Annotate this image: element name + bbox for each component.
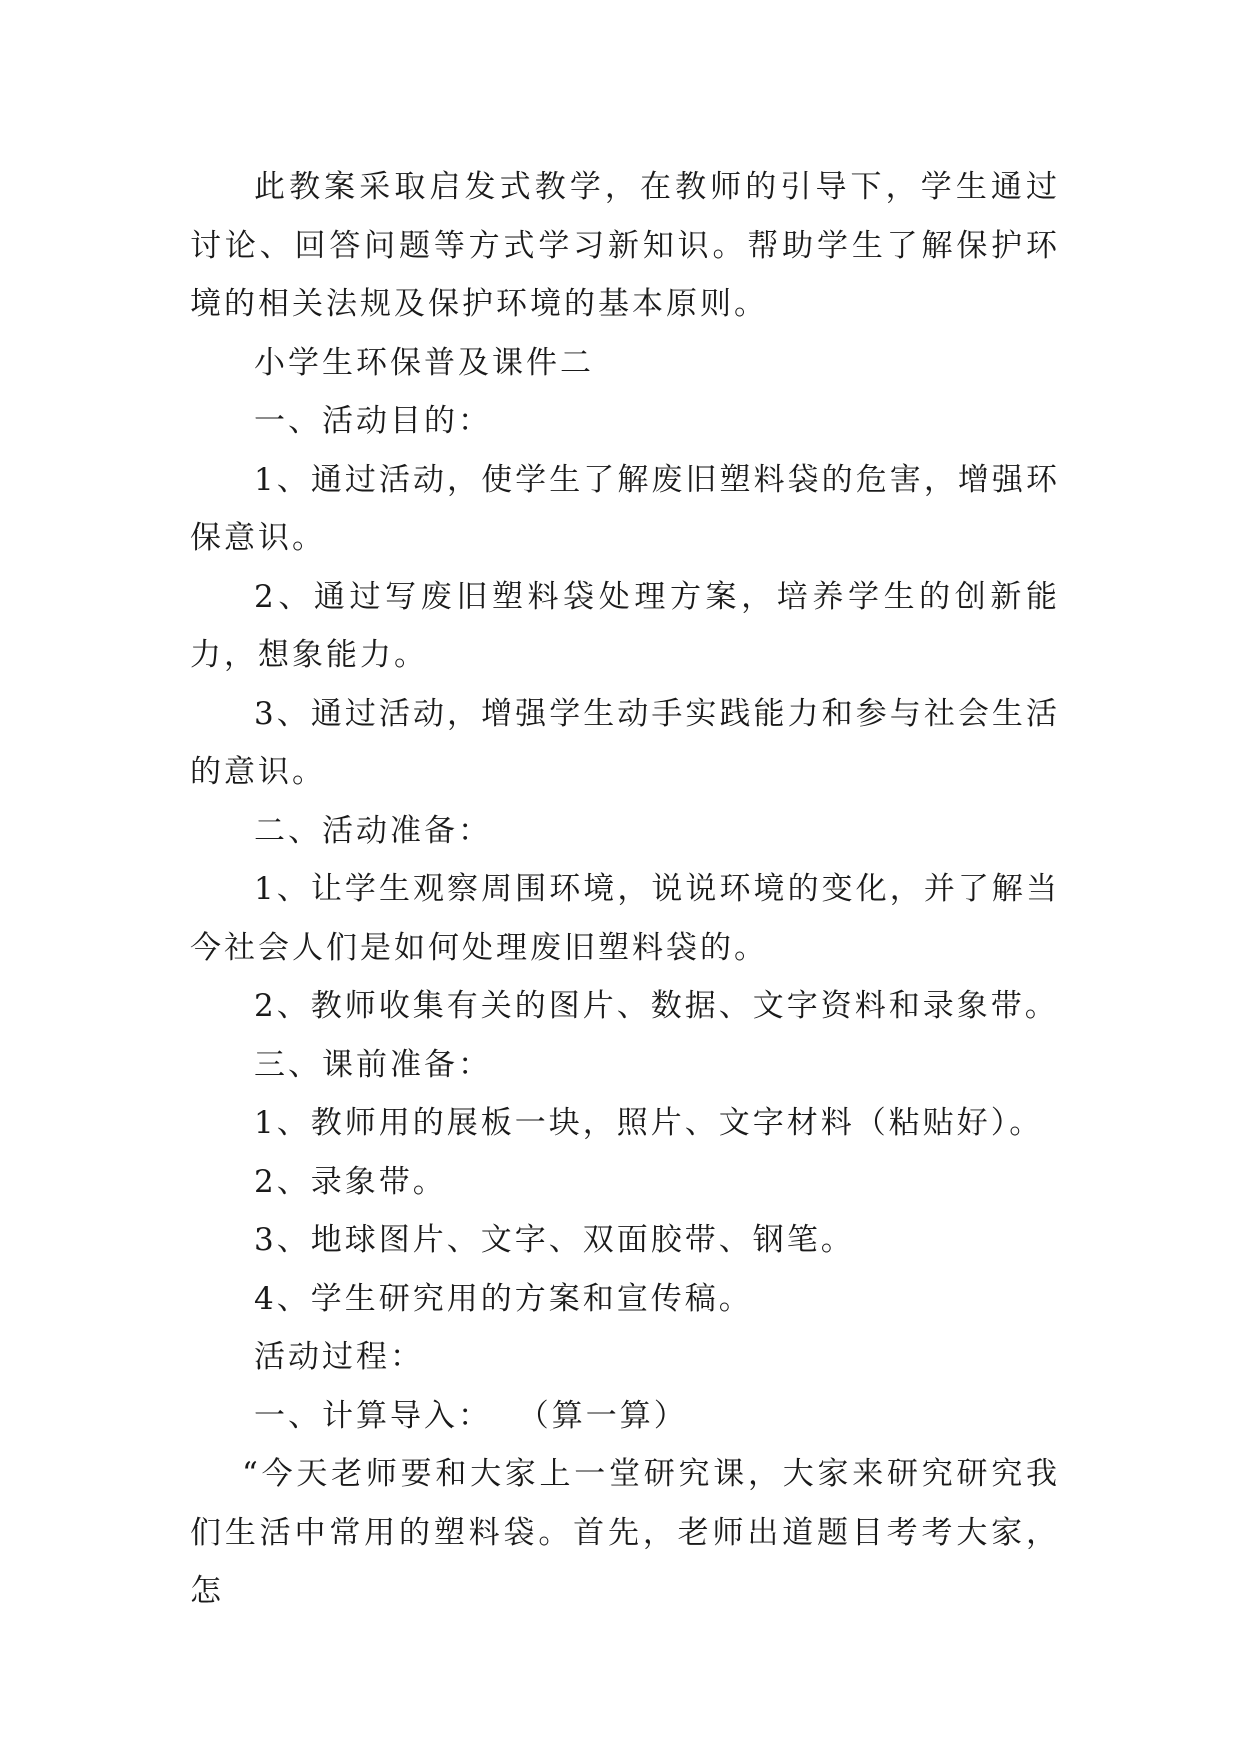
heading-pre-class-preparation: 三、课前准备： xyxy=(254,1046,492,1083)
preparation-item-2: 2、教师收集有关的图片、数据、文字资料和录象带。 xyxy=(254,988,1059,1024)
heading-activity-goal: 一、活动目的： xyxy=(254,403,492,439)
section-title: 小学生环保普及课件二 xyxy=(254,344,594,381)
paragraph-teacher-quote: “今天老师要和大家上一堂研究课，大家来研究研究我们生活中常用的塑料袋。首先，老师出道题目考考大家，怎 xyxy=(190,1456,1060,1609)
heading-activity-process: 活动过程： xyxy=(254,1339,424,1375)
goal-item-1: 1、通过活动，使学生了解废旧塑料袋的危害，增强环保意识。 xyxy=(190,461,1060,556)
paragraph-intro: 此教案采取启发式教学，在教师的引导下，学生通过讨论、回答问题等方式学习新知识。帮助学生了解保护环境的相关法规及保护环境的基本原则。 xyxy=(190,169,1060,322)
goal-item-3: 3、通过活动，增强学生动手实践能力和参与社会生活的意识。 xyxy=(190,695,1060,790)
pre-class-item-3: 3、地球图片、文字、双面胶带、钢笔。 xyxy=(254,1222,855,1258)
heading-calculation-intro: 一、计算导入： （算一算） xyxy=(254,1397,688,1434)
preparation-item-1: 1、让学生观察周围环境，说说环境的变化，并了解当今社会人们是如何处理废旧塑料袋的。 xyxy=(190,871,1060,966)
pre-class-item-1: 1、教师用的展板一块，照片、文字材料（粘贴好）。 xyxy=(254,1105,1044,1141)
document-body xyxy=(190,158,1060,1621)
heading-activity-preparation: 二、活动准备： xyxy=(254,812,492,849)
pre-class-item-2: 2、录象带。 xyxy=(254,1163,447,1200)
pre-class-item-4: 4、学生研究用的方案和宣传稿。 xyxy=(254,1280,753,1317)
goal-item-2: 2、通过写废旧塑料袋处理方案，培养学生的创新能力，想象能力。 xyxy=(190,578,1060,673)
